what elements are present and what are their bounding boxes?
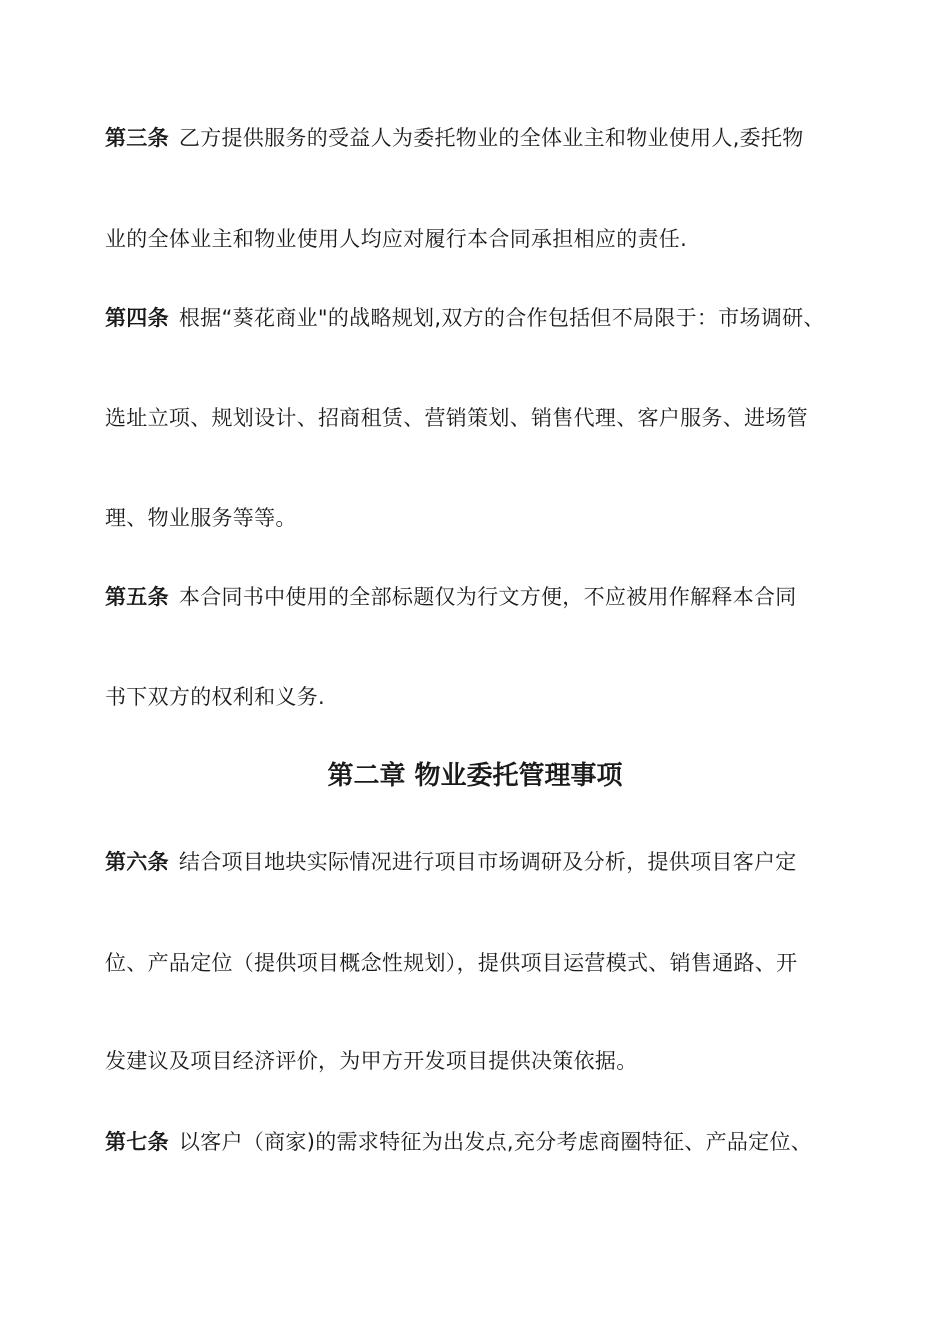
- article-3-line-2: [105, 225, 865, 253]
- article-3-label: 第三条: [105, 126, 169, 150]
- article-5-text-2: 书下双方的权利和义务.: [105, 685, 325, 709]
- article-4-text-3: 理、物业服务等等。: [105, 506, 297, 530]
- article-6-text-1: 结合项目地块实际情况进行项目市场调研及分析，提供项目客户定: [178, 850, 797, 874]
- article-4-line-1: [105, 304, 865, 332]
- article-6-label: 第六条: [105, 850, 169, 874]
- article-4-line-3: [105, 504, 865, 532]
- article-6-line-3: [105, 1047, 865, 1075]
- article-3-text-2: 业的全体业主和物业使用人均应对履行本合同承担相应的责任.: [105, 227, 688, 251]
- article-4-label: 第四条: [105, 306, 169, 330]
- chapter-heading: 第二章 物业委托管理事项: [327, 761, 623, 791]
- article-6-text-2: 位、产品定位（提供项目概念性规划），提供项目运营模式、销售通路、开: [105, 951, 798, 975]
- article-7-text-1: 以客户（商家)的需求特征为出发点,充分考虑商圈特征、产品定位、: [178, 1130, 813, 1154]
- article-5-label: 第五条: [105, 585, 169, 609]
- article-3-text-1: 乙方提供服务的受益人为委托物业的全体业主和物业使用人,委托物: [178, 126, 804, 150]
- article-3-line-1: [105, 124, 865, 152]
- article-4-line-2: [105, 404, 865, 432]
- article-6-line-2: [105, 949, 865, 977]
- article-5-line-1: [105, 583, 865, 611]
- article-6-text-3: 发建议及项目经济评价，为甲方开发项目提供决策依据。: [105, 1049, 638, 1073]
- article-7-line-1: [105, 1128, 865, 1156]
- article-5-text-1: 本合同书中使用的全部标题仅为行文方便，不应被用作解释本合同: [178, 585, 797, 609]
- article-7-label: 第七条: [105, 1130, 169, 1154]
- article-6-line-1: [105, 848, 865, 876]
- article-4-text-2: 选址立项、规划设计、招商租赁、营销策划、销售代理、客户服务、进场管: [105, 406, 808, 430]
- article-5-line-2: [105, 683, 865, 711]
- article-4-text-1: 根据“葵花商业"的战略规划,双方的合作包括但不局限于：市场调研、: [178, 306, 825, 330]
